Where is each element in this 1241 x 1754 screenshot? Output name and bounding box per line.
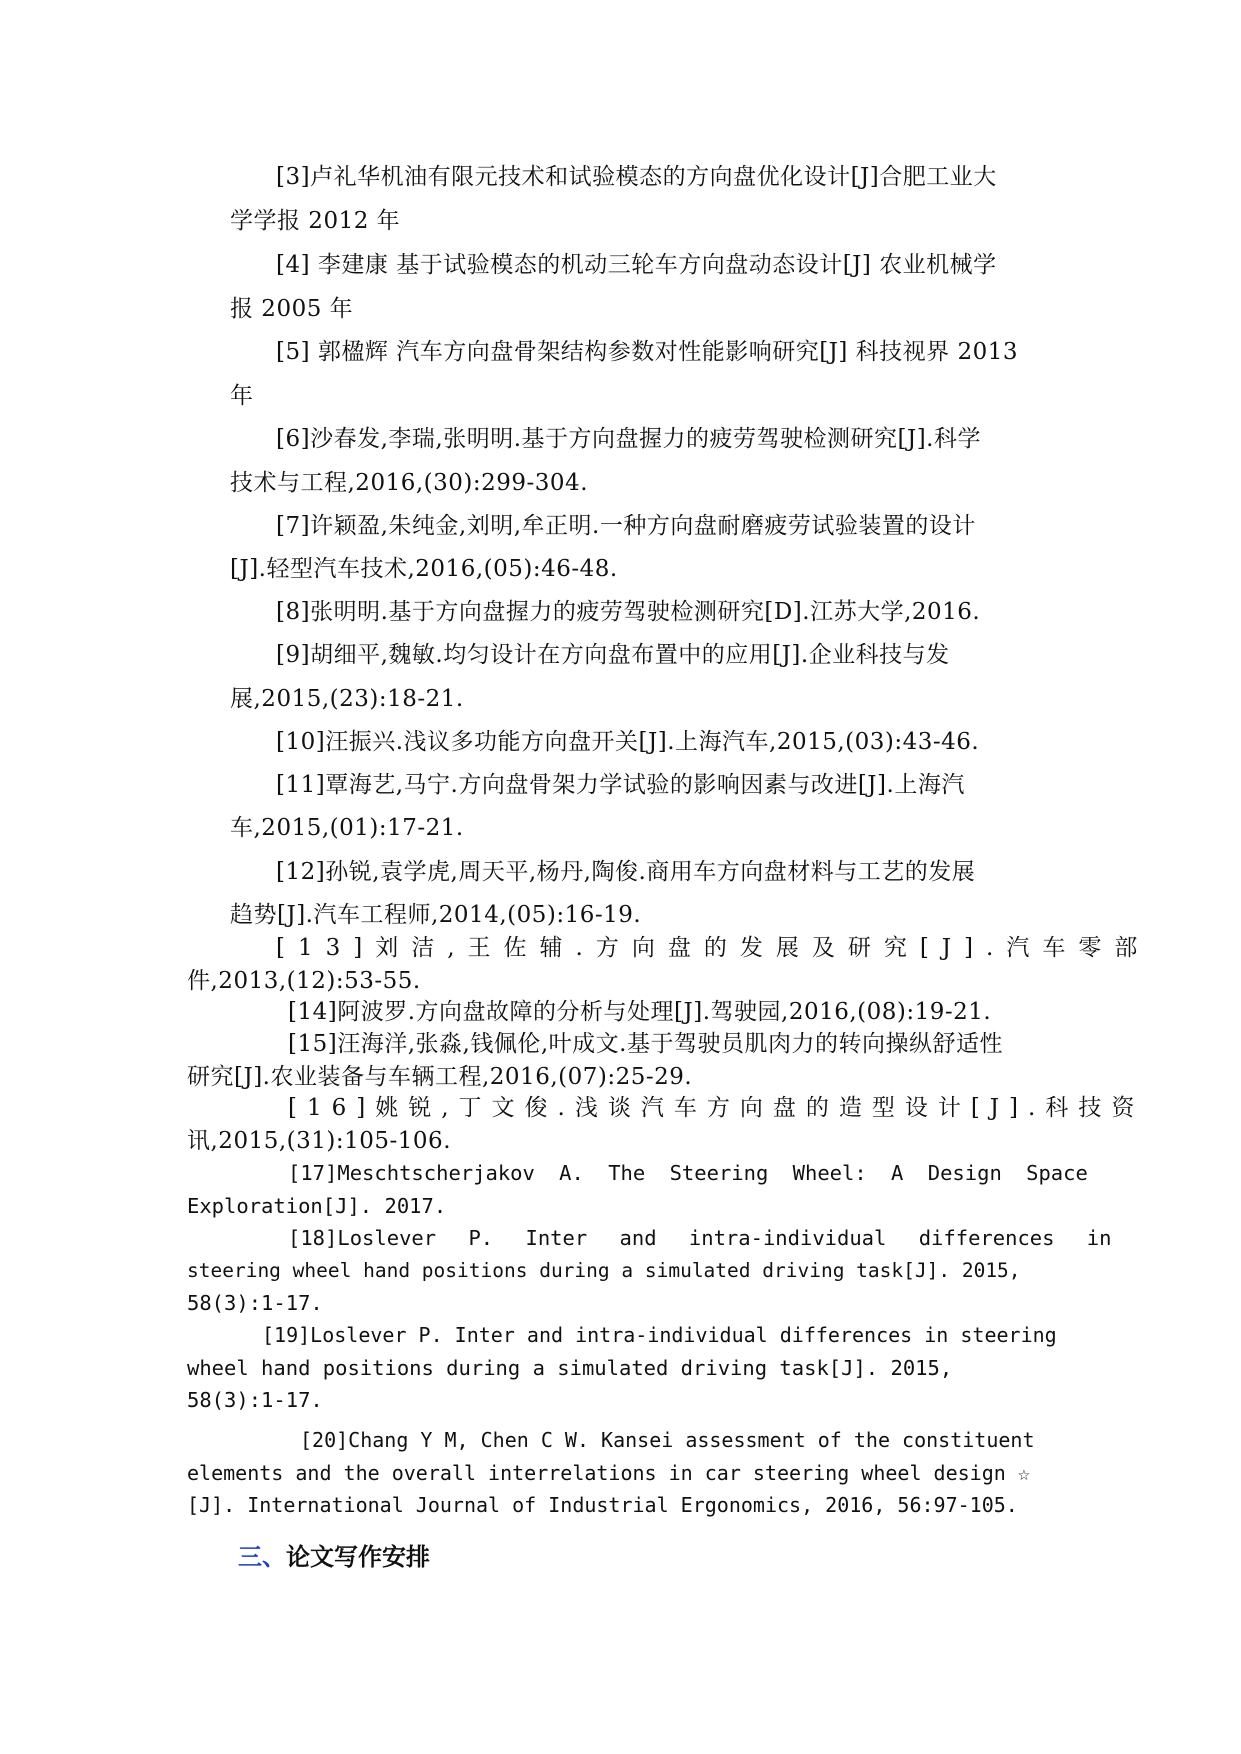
- section-number: 三、: [238, 1543, 286, 1571]
- reference-line: steering wheel hand positions during a simulated driving task[J]. 2015,: [187, 1259, 1021, 1282]
- reference-line: [12]孙锐,袁学虎,周天平,杨丹,陶俊.商用车方向盘材料与工艺的发展: [276, 859, 976, 885]
- reference-line: 技术与工程,2016,(30):299-304.: [230, 470, 588, 496]
- reference-line: [20]Chang Y M, Chen C W. Kansei assessment of the constituent: [300, 1428, 1035, 1452]
- reference-line: [5] 郭楹辉 汽车方向盘骨架结构参数对性能影响研究[J] 科技视界 2013: [276, 339, 1019, 365]
- reference-line: [4] 李建康 基于试验模态的机动三轮车方向盘动态设计[J] 农业机械学: [276, 252, 997, 278]
- reference-line: 58(3):1-17.: [187, 1388, 323, 1412]
- reference-line: [13]刘洁,王佐辅.方向盘的发展及研究[J].汽车零部: [276, 935, 1151, 961]
- reference-line: [9]胡细平,魏敏.均匀设计在方向盘布置中的应用[J].企业科技与发: [276, 642, 950, 668]
- section-heading: [238, 1537, 430, 1572]
- reference-line: [8]张明明.基于方向盘握力的疲劳驾驶检测研究[D].江苏大学,2016.: [276, 599, 981, 625]
- reference-line: [16]姚锐,丁文俊.浅谈汽车方向盘的造型设计[J].科技资: [288, 1095, 1145, 1121]
- reference-line: [17]Meschtscherjakov A. The Steering Wheel: A Design Space: [288, 1161, 1088, 1185]
- section-title: 论文写作安排: [286, 1543, 430, 1571]
- reference-line: [10]汪振兴.浅议多功能方向盘开关[J].上海汽车,2015,(03):43-46.: [276, 729, 980, 755]
- reference-line: [14]阿波罗.方向盘故障的分析与处理[J].驾驶园,2016,(08):19-21.: [288, 999, 992, 1025]
- reference-line: [15]汪海洋,张淼,钱佩伦,叶成文.基于驾驶员肌肉力的转向操纵舒适性: [288, 1031, 1003, 1057]
- reference-line: [11]覃海艺,马宁.方向盘骨架力学试验的影响因素与改进[J].上海汽: [276, 772, 965, 798]
- reference-line: 趋势[J].汽车工程师,2014,(05):16-19.: [230, 902, 642, 928]
- reference-line: Exploration[J]. 2017.: [187, 1194, 447, 1218]
- reference-line: [3]卢礼华机油有限元技术和试验模态的方向盘优化设计[J]合肥工业大: [276, 164, 997, 190]
- reference-line: 学学报 2012 年: [230, 208, 401, 234]
- reference-line: 讯,2015,(31):105-106.: [187, 1128, 451, 1154]
- reference-line: 年: [230, 383, 254, 409]
- reference-line: wheel hand positions during a simulated driving task[J]. 2015,: [187, 1356, 953, 1380]
- reference-line: [18]Loslever P. Inter and intra-individual differences in: [288, 1226, 1112, 1250]
- reference-line: [J].轻型汽车技术,2016,(05):46-48.: [230, 556, 618, 582]
- reference-line: [J]. International Journal of Industrial Ergonomics, 2016, 56:97-105.: [187, 1493, 1018, 1517]
- reference-line: 件,2013,(12):53-55.: [187, 968, 421, 994]
- reference-line: 研究[J].农业装备与车辆工程,2016,(07):25-29.: [187, 1064, 693, 1090]
- reference-line: [6]沙春发,李瑞,张明明.基于方向盘握力的疲劳驾驶检测研究[J].科学: [276, 426, 981, 452]
- reference-line: 展,2015,(23):18-21.: [230, 686, 464, 712]
- reference-line: [7]许颖盈,朱纯金,刘明,牟正明.一种方向盘耐磨疲劳试验装置的设计: [276, 513, 976, 539]
- reference-line: 车,2015,(01):17-21.: [230, 815, 464, 841]
- reference-line: [19]Loslever P. Inter and intra-individual differences in steering: [262, 1323, 1057, 1347]
- reference-line: elements and the overall interrelations in car steering wheel design ☆: [187, 1461, 1030, 1485]
- reference-line: 58(3):1-17.: [187, 1291, 323, 1315]
- reference-line: 报 2005 年: [230, 296, 354, 322]
